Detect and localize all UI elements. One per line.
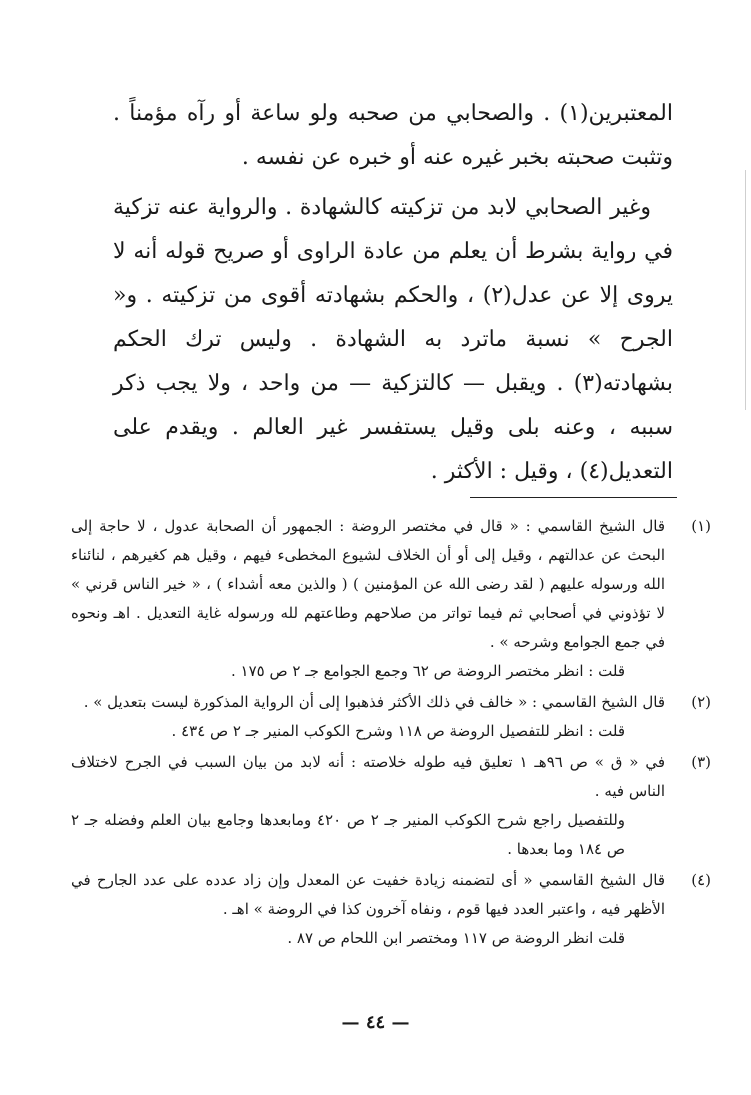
footnote-1	[71, 512, 711, 686]
footnote-number: (٣)	[691, 753, 711, 771]
footnote-text: قال الشيخ القاسمي : « خالف في ذلك الأكثر فذهبوا إلى أن الرواية المذكورة ليست بتعديل » .	[83, 693, 665, 711]
footnote-text: في « ق » ص ٩٦هـ ١ تعليق فيه طوله خلاصته : أنه لابد من بيان السبب في الجرح لاختلاف الناس فيه .	[71, 753, 665, 800]
margin-mark	[745, 170, 746, 410]
paragraph-1: المعتبرين(١) . والصحابي من صحبه ولو ساعة أو رآه مؤمناً . وتثبت صحبته بخبر غيره عنه أو خبره عن نفسه .	[113, 101, 673, 170]
footnote-4	[71, 866, 711, 953]
footnote-reference: قلت انظر الروضة ص ١١٧ ومختصر ابن اللحام ص ٨٧ .	[287, 929, 625, 947]
page-number: — ٤٤ —	[341, 1012, 410, 1033]
footnote-number: (١)	[691, 517, 711, 535]
footnote-text: قال الشيخ القاسمي : « قال في مختصر الروضة : الجمهور أن الصحابة عدول ، لا حاجة إلى البحث عن عدالتهم ، وقيل إلى أو أن الخلاف لشيوع المخطىء فيهم ، وقيل هم كغيرهم ، لنائناء الله ورسوله عليهم ( لقد رضى الله عن المؤمنين ) ( والذين معه أشداء ) ، « خير الناس قرني » لا تؤذوني في أصحابي ثم فيما تواتر من صلاحهم وطاعتهم لله ورسوله غاية التعديل . اهـ ونحوه في جمع الجوامع وشرحه » .	[71, 517, 665, 651]
footnote-2	[71, 688, 711, 746]
footnote-reference: قلت : انظر مختصر الروضة ص ٦٢ وجمع الجوامع جـ ٢ ص ١٧٥ .	[231, 662, 625, 680]
footnote-number: (٢)	[691, 693, 711, 711]
footnote-3	[71, 748, 711, 864]
footnote-reference: قلت : انظر للتفصيل الروضة ص ١١٨ وشرح الكوكب المنير جـ ٢ ص ٤٣٤ .	[171, 722, 625, 740]
footnotes-block	[71, 512, 711, 955]
footnote-number: (٤)	[691, 871, 711, 889]
main-text-block	[113, 92, 673, 494]
footnote-text: قال الشيخ القاسمي « أى لتضمنه زيادة خفيت عن المعدل وإن زاد عدده على عدد الجارح في الأظهر فيه ، واعتبر العدد فيها قوم ، ونفاه آخرون كذا في الروضة » اهـ .	[71, 871, 665, 918]
paragraph-2: وغير الصحابي لابد من تزكيته كالشهادة . والرواية عنه تزكية في رواية بشرط أن يعلم من عادة الراوى أو صريح قوله أنه لا يروى إلا عن عدل(٢) ، والحكم بشهادته أقوى من تزكيته . و« الجرح » نسبة ماترد به الشهادة . وليس ترك الحكم بشهادته(٣) . ويقبل — كالتزكية — من واحد ، ولا يجب ذكر سببه ، وعنه بلى وقيل يستفسر غير العالم . ويقدم على التعديل(٤) ، وقيل : الأكثر .	[113, 195, 673, 484]
footnote-reference: وللتفصيل راجع شرح الكوكب المنير جـ ٢ ص ٤٢٠ ومابعدها وجامع بيان العلم وفضله جـ ٢ ص ١٨٤ وما بعدها .	[71, 811, 626, 858]
footnote-separator	[470, 497, 677, 498]
